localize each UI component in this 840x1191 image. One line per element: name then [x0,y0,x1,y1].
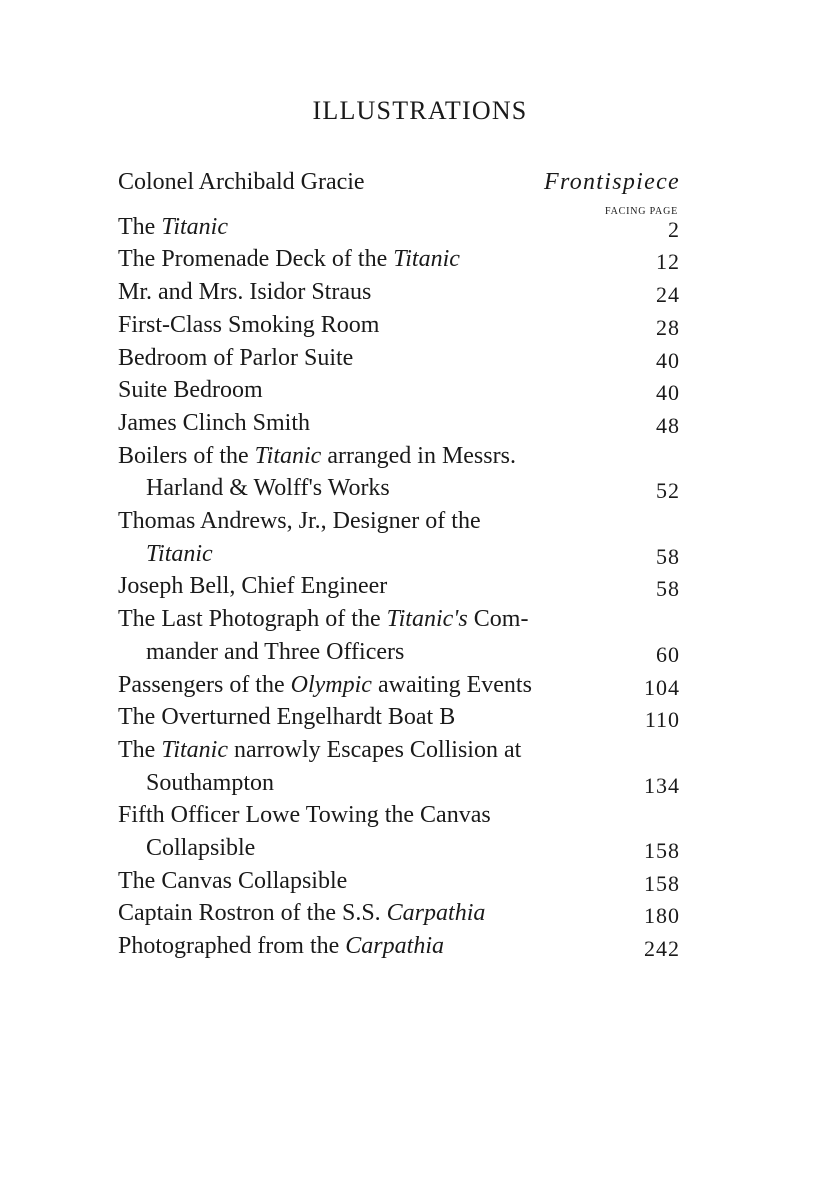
page-number: 158 [644,838,680,864]
illustration-title: The Canvas Collapsible [118,867,348,894]
illustration-title: Southampton [146,769,275,796]
list-item [118,603,680,636]
list-item [118,166,680,199]
page-number: 158 [644,870,680,896]
illustration-title: Thomas Andrews, Jr., Designer of the [118,508,481,535]
list-item [118,930,680,963]
page-number: 24 [656,282,680,308]
list-item [118,865,680,898]
list-item [118,440,680,473]
list-item [118,407,680,440]
illustration-title: Joseph Bell, Chief Engineer [118,573,388,600]
page-number: 58 [656,576,680,602]
illustration-title: The Promenade Deck of the Titanic [118,246,460,273]
list-item [118,669,680,702]
illustration-title: Collapsible [146,835,256,862]
illustration-title: Suite Bedroom [118,377,263,404]
illustrations-list [118,166,680,963]
page-number: 2 [668,216,680,242]
page-title: ILLUSTRATIONS [312,96,528,125]
page-number: 12 [656,249,680,275]
illustration-title: James Clinch Smith [118,409,310,436]
illustration-title: First-Class Smoking Room [118,311,380,338]
page-number: 40 [656,347,680,373]
list-item [118,570,680,603]
list-item [118,276,680,309]
illustration-title: The Overturned Engelhardt Boat B [118,704,456,731]
illustration-title: The Last Photograph of the Titanic's Com- [118,606,529,633]
list-item [118,832,680,865]
list-item [118,701,680,734]
page-number: 40 [656,380,680,406]
list-item [118,505,680,538]
illustration-title: Mr. and Mrs. Isidor Straus [118,279,372,306]
illustration-title: Fifth Officer Lowe Towing the Canvas [118,802,491,829]
page-number: Frontispiece [543,169,680,195]
facing-page-header: FACING PAGE [605,206,678,217]
page-number: 48 [656,412,680,438]
list-item [118,799,680,832]
illustration-title: The Titanic [118,213,228,240]
page-number: 134 [644,772,680,798]
illustration-title: Bedroom of Parlor Suite [118,344,354,371]
list-item [118,211,680,244]
list-item [118,734,680,767]
list-item [118,767,680,800]
illustration-title: Colonel Archibald Gracie [118,169,365,195]
list-item [118,374,680,407]
list-item [118,309,680,342]
illustration-title: mander and Three Officers [146,638,405,665]
page-number: 58 [656,543,680,569]
illustration-title: Boilers of the Titanic arranged in Messrs. [118,442,516,469]
list-item [118,897,680,930]
illustration-title: Photographed from the Carpathia [118,933,444,960]
list-item [118,472,680,505]
page-number: 52 [656,478,680,504]
page-number: 28 [656,314,680,340]
page-number: 60 [656,641,680,667]
page-number: 110 [644,707,680,733]
illustration-title: Passengers of the Olympic awaiting Events [118,671,532,698]
illustration-title: Titanic [146,540,213,567]
list-item [118,636,680,669]
list-item [118,538,680,571]
illustration-title: The Titanic narrowly Escapes Collision at [118,736,522,763]
page-number: 180 [644,903,680,929]
page-number: 104 [644,674,680,700]
illustration-title: Harland & Wolff's Works [146,475,390,502]
list-item [118,243,680,276]
illustration-title: Captain Rostron of the S.S. Carpathia [118,900,486,927]
list-item [118,342,680,375]
page-number: 242 [644,936,680,962]
